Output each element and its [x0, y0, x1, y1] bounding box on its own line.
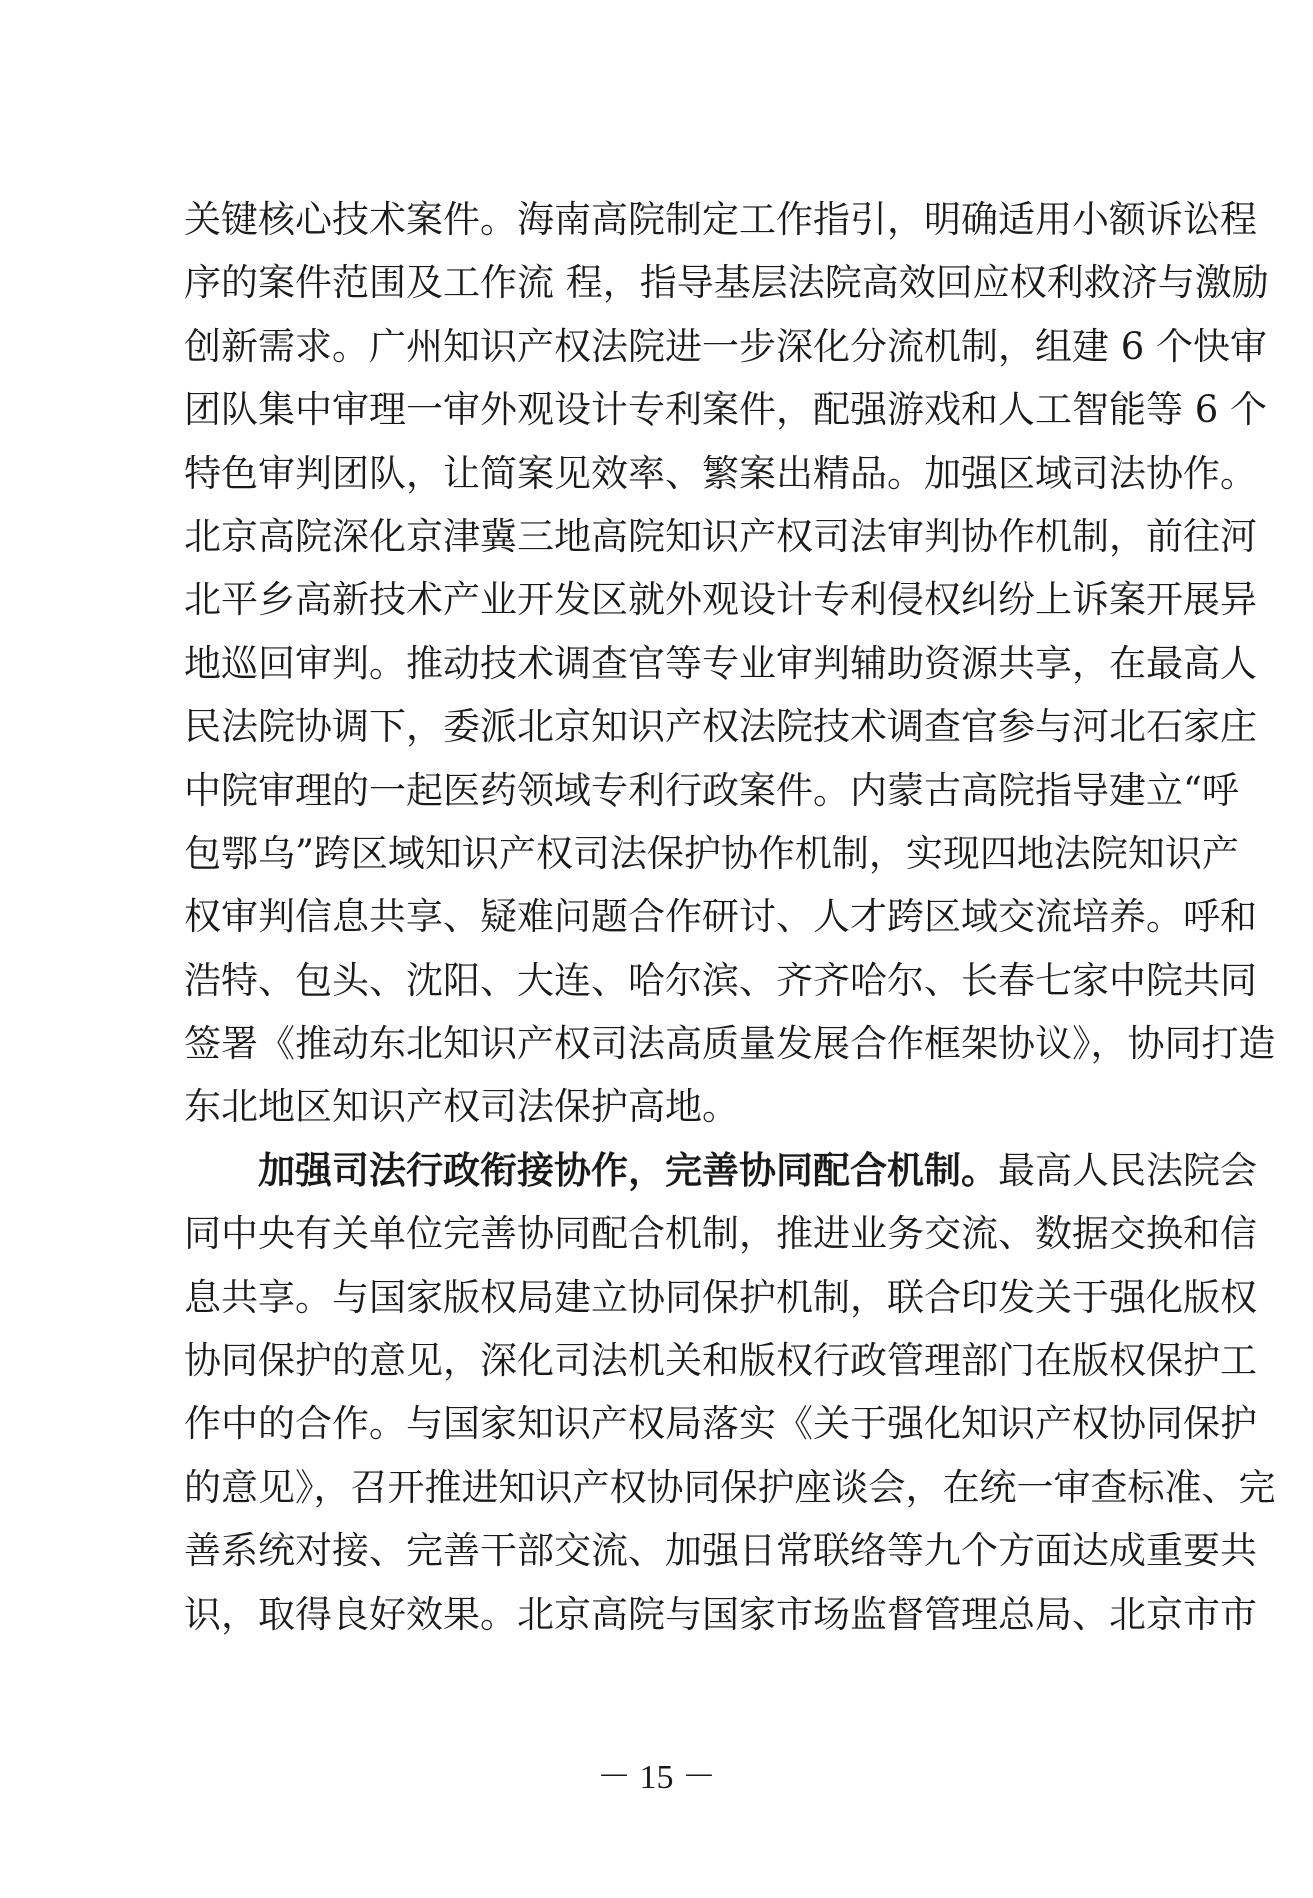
- text-line: 息共享。与国家版权局建立协同保护机制，联合印发关于强化版权: [184, 1275, 1257, 1319]
- text-line: 东北地区知识产权司法保护高地。: [184, 1085, 739, 1129]
- paragraph-first-line: [184, 1139, 1257, 1202]
- page-number: － 15 －: [597, 1759, 716, 1796]
- paragraph-heading: 加强司法行政衔接协作，完善协同配合机制。: [258, 1148, 998, 1192]
- text-line: 创新需求。广州知识产权法院进一步深化分流机制，组建 6 个快审: [184, 324, 1268, 368]
- text-line: 序的案件范围及工作流 程，指导基层法院高效回应权利救济与激励: [184, 261, 1269, 305]
- text-line: 协同保护的意见，深化司法机关和版权行政管理部门在版权保护工: [184, 1339, 1257, 1383]
- text-line: 团队集中审理一审外观设计专利案件，配强游戏和人工智能等 6 个: [184, 388, 1268, 432]
- body-text: [184, 188, 1276, 1646]
- text-line: 中院审理的一起医药领域专利行政案件。内蒙古高院指导建立“呼: [184, 768, 1239, 812]
- text-segment: 最高人民法院会: [998, 1148, 1257, 1192]
- text-line: 同中央有关单位完善协同配合机制，推进业务交流、数据交换和信: [184, 1212, 1257, 1256]
- text-line: 特色审判团队，让简案见效率、繁案出精品。加强区域司法协作。: [184, 451, 1257, 495]
- text-line: 民法院协调下，委派北京知识产权法院技术调查官参与河北石家庄: [184, 705, 1257, 749]
- text-line: 善系统对接、完善干部交流、加强日常联络等九个方面达成重要共: [184, 1529, 1257, 1573]
- text-line: 的意见》，召开推进知识产权协同保护座谈会，在统一审查标准、完: [184, 1465, 1276, 1509]
- text-line: 北京高院深化京津冀三地高院知识产权司法审判协作机制，前往河: [184, 514, 1257, 558]
- text-line: 权审判信息共享、疑难问题合作研讨、人才跨区域交流培养。呼和: [184, 895, 1257, 939]
- text-line: 签署《推动东北知识产权司法高质量发展合作框架协议》，协同打造: [184, 1022, 1276, 1066]
- text-line: 地巡回审判。推动技术调查官等专业审判辅助资源共享，在最高人: [184, 641, 1257, 685]
- text-line: 识，取得良好效果。北京高院与国家市场监督管理总局、北京市市: [184, 1592, 1257, 1636]
- text-line: 关键核心技术案件。海南高院制定工作指引，明确适用小额诉讼程: [184, 198, 1257, 241]
- text-line: 浩特、包头、沈阳、大连、哈尔滨、齐齐哈尔、长春七家中院共同: [184, 958, 1257, 1002]
- text-line: 作中的合作。与国家知识产权局落实《关于强化知识产权协同保护: [184, 1402, 1257, 1446]
- text-line: 北平乡高新技术产业开发区就外观设计专利侵权纠纷上诉案开展异: [184, 578, 1257, 622]
- text-line: 包鄂乌”跨区域知识产权司法保护协作机制，实现四地法院知识产: [184, 831, 1239, 875]
